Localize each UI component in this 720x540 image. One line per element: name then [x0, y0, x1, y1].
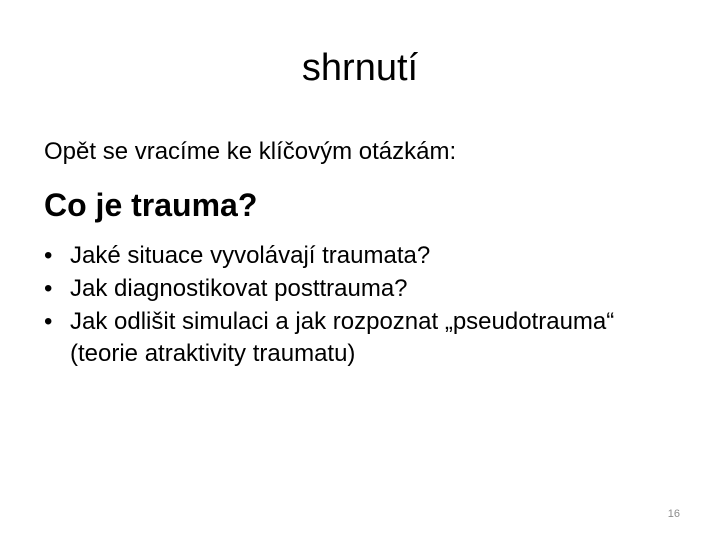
bullet-text: Jaké situace vyvolávají traumata? — [70, 242, 431, 269]
bullet-item — [44, 240, 684, 272]
bullet-icon: • — [44, 242, 53, 269]
section-heading: Co je trauma? — [44, 187, 258, 223]
bullet-text: Jak odlišit simulaci a jak rozpoznat „pseudotrauma“ (teorie atraktivity traumatu) — [70, 308, 615, 367]
intro-text: Opět se vracíme ke klíčovým otázkám: — [44, 138, 457, 165]
bullet-icon: • — [44, 308, 53, 335]
bullet-item — [44, 273, 684, 305]
bullet-item — [44, 306, 684, 370]
bullet-text: Jak diagnostikovat posttrauma? — [70, 275, 408, 302]
slide-title: shrnutí — [301, 47, 419, 89]
bullet-list — [44, 240, 684, 371]
bullet-icon: • — [44, 275, 53, 302]
page-number: 16 — [667, 508, 680, 520]
